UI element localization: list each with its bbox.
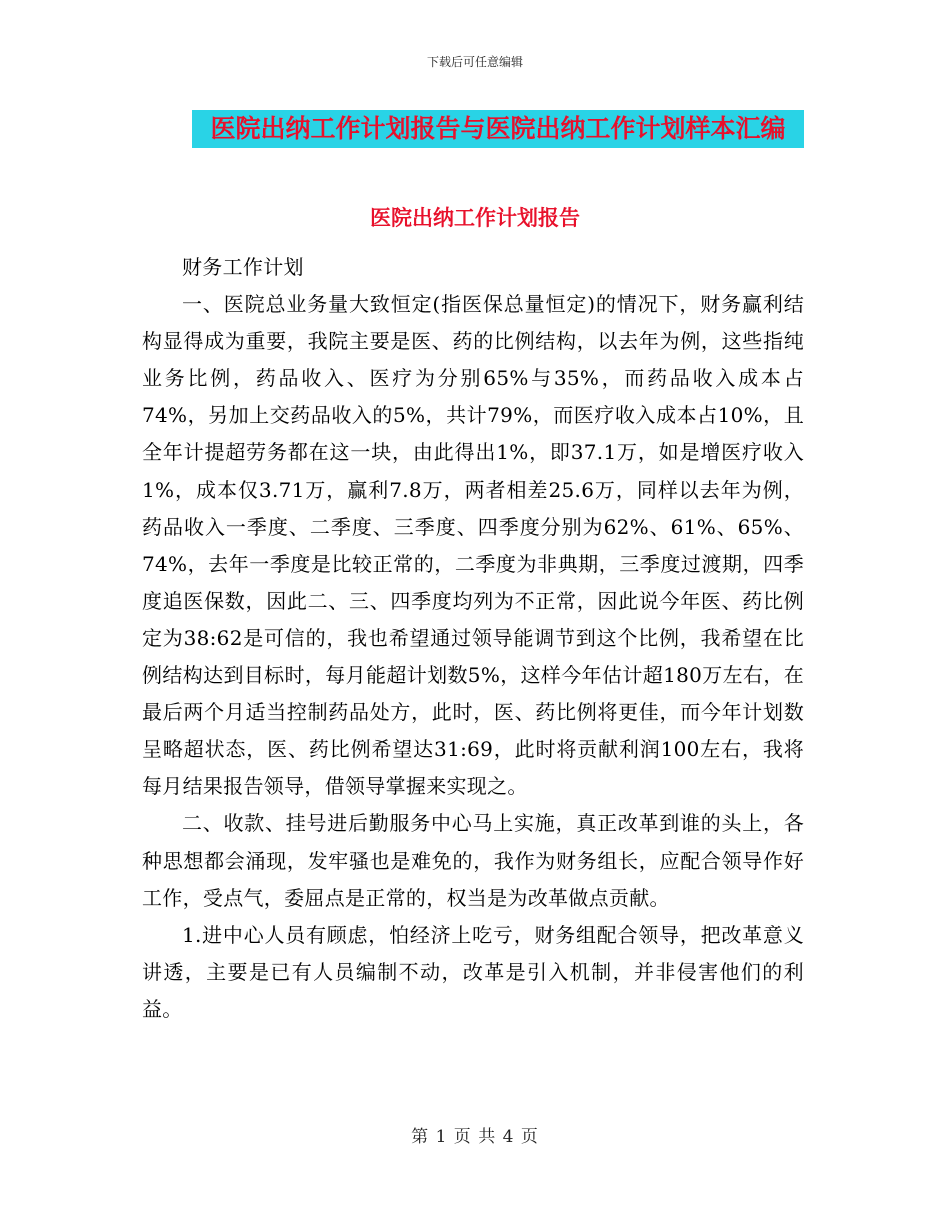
paragraph: 1.进中心人员有顾虑，怕经济上吃亏，财务组配合领导，把改革意义讲透，主要是已有人员编制不动，改革是引入机制，并非侵害他们的利益。 — [142, 922, 804, 1021]
document-sub-title: 医院出纳工作计划报告 — [370, 206, 580, 230]
document-body — [142, 249, 804, 1028]
page-header-note: 下载后可任意编辑 — [426, 55, 523, 69]
paragraph: 二、收款、挂号进后勤服务中心马上实施，真正改革到谁的头上，各种思想都会涌现，发牢骚也是难免的，我作为财务组长，应配合领导作好工作，受点气，委屈点是正常的，权当是为改革做点贡献。 — [142, 811, 804, 910]
paragraph-heading: 财务工作计划 — [182, 255, 304, 279]
page-footer-number: 第 1 页 共 4 页 — [411, 1127, 539, 1147]
document-main-title: 医院出纳工作计划报告与医院出纳工作计划样本汇编 — [192, 110, 804, 148]
paragraph: 一、医院总业务量大致恒定(指医保总量恒定)的情况下，财务赢利结构显得成为重要，我院主要是医、药的比例结构，以去年为例，这些指纯业务比例，药品收入、医疗为分别65%与35%，而药品收入成本占74%，另加上交药品收入的5%，共计79%，而医疗收入成本占10%，且全年计提超劳务都在这一块，由此得出1%，即37.1万，如是增医疗收入1%，成本仅3.71万，赢利7.8万，两者相差25.6万，同样以去年为例，药品收入一季度、二季度、三季度、四季度分别为62%、61%、65%、74%，去年一季度是比较正常的，二季度为非典期，三季度过渡期，四季度追医保数，因此二、三、四季度均列为不正常，因此说今年医、药比例定为38:62是可信的，我也希望通过领导能调节到这个比例，我希望在比例结构达到目标时，每月能超计划数5%，这样今年估计超180万左右，在最后两个月适当控制药品处方，此时，医、药比例将更佳，而今年计划数呈略超状态，医、药比例希望达31:69，此时将贡献利润100左右，我将每月结果报告领导，借领导掌握来实现之。 — [142, 292, 804, 799]
